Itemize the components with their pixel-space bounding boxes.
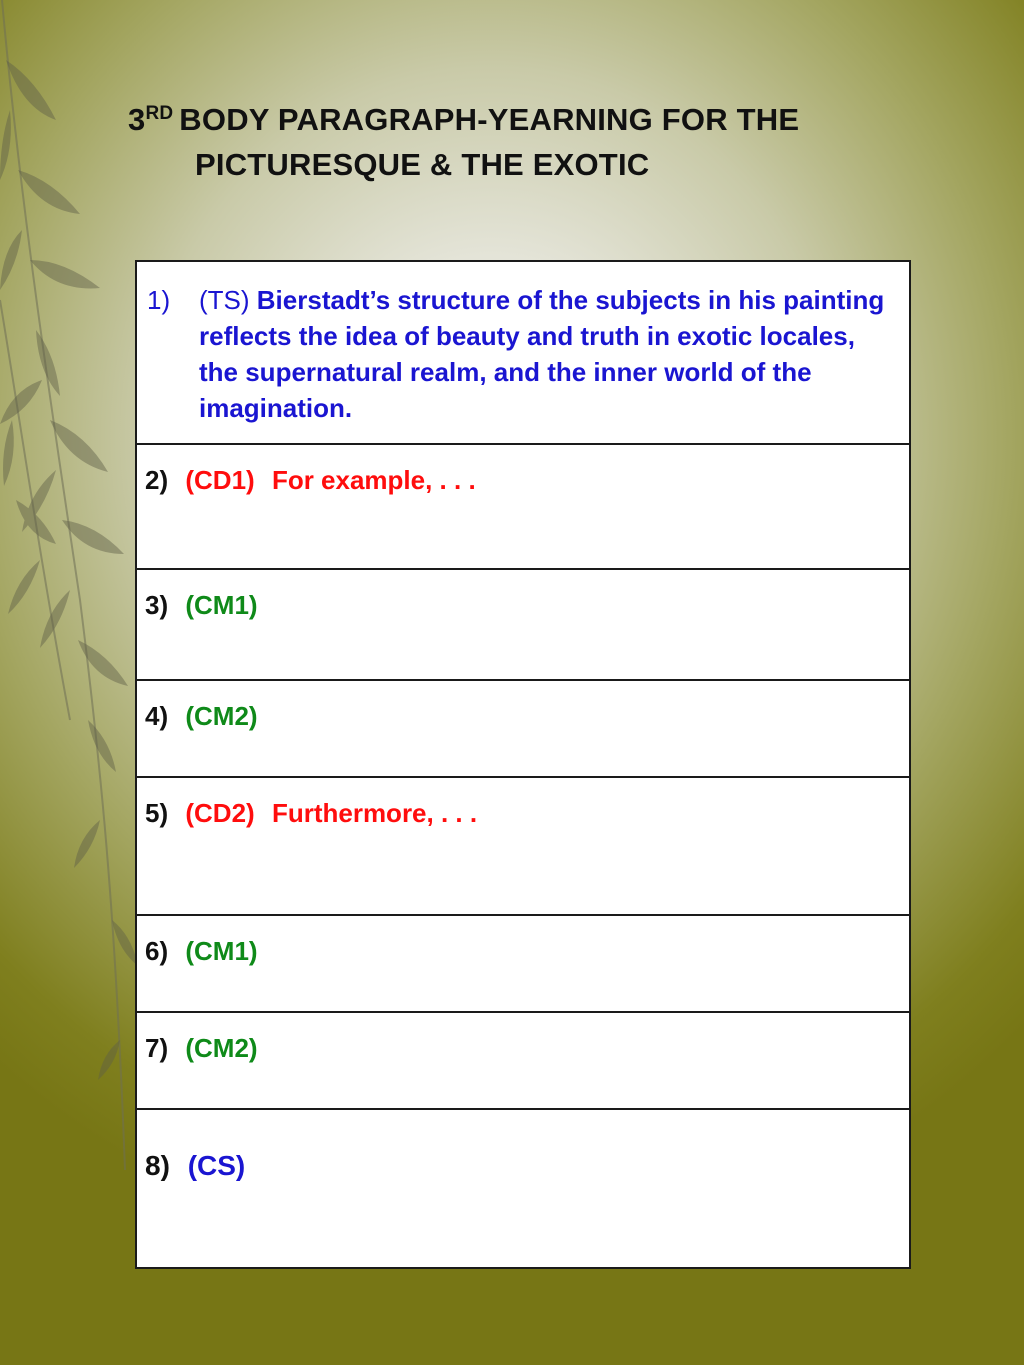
row-label-cd2: (CD2) [185, 798, 255, 828]
outline-row-2 [136, 444, 910, 569]
page-title [128, 100, 799, 185]
row-number: 7) [145, 1033, 169, 1063]
outline-row-8 [136, 1109, 910, 1268]
row-number: 4) [145, 701, 169, 731]
outline-cell-1 [136, 261, 910, 444]
topic-sentence-text: Bierstadt’s structure of the subjects in his painting reflects the idea of beauty and truth in exotic locales, the supernatural realm, and the inner world of the imagination. [199, 285, 885, 423]
row-number: 8) [145, 1150, 170, 1181]
outline-table [135, 260, 911, 1269]
outline-cell-4 [136, 680, 910, 777]
row-label-cd1: (CD1) [185, 465, 255, 495]
outline-row-3 [136, 569, 910, 680]
outline-cell-7 [136, 1012, 910, 1109]
row-prompt-text: Furthermore, . . . [271, 798, 478, 828]
title-superscript: RD [145, 103, 174, 124]
row-number: 3) [145, 590, 169, 620]
row-number: 2) [145, 465, 169, 495]
row-label-cm1: (CM1) [185, 936, 258, 966]
title-line-2: PICTURESQUE & THE EXOTIC [195, 147, 650, 182]
title-line-1: BODY PARAGRAPH-YEARNING FOR THE [179, 102, 800, 137]
row-number: 6) [145, 936, 169, 966]
outline-cell-2 [136, 444, 910, 569]
row-label-cm2: (CM2) [185, 1033, 258, 1063]
outline-row-6 [136, 915, 910, 1012]
outline-cell-6 [136, 915, 910, 1012]
outline-row-5 [136, 777, 910, 915]
row-prompt-text: For example, . . . [271, 465, 476, 495]
outline-cell-8 [136, 1109, 910, 1268]
outline-row-4 [136, 680, 910, 777]
row-label-cm1: (CM1) [185, 590, 258, 620]
outline-cell-5 [136, 777, 910, 915]
outline-row-7 [136, 1012, 910, 1109]
row-number: 1) [147, 285, 171, 315]
row-number: 5) [145, 798, 169, 828]
row-label-cs: (CS) [187, 1150, 246, 1181]
outline-row-1 [136, 261, 910, 444]
row-label-ts: (TS) [199, 285, 250, 315]
outline-cell-3 [136, 569, 910, 680]
title-number: 3 [128, 102, 146, 137]
row-label-cm2: (CM2) [185, 701, 258, 731]
